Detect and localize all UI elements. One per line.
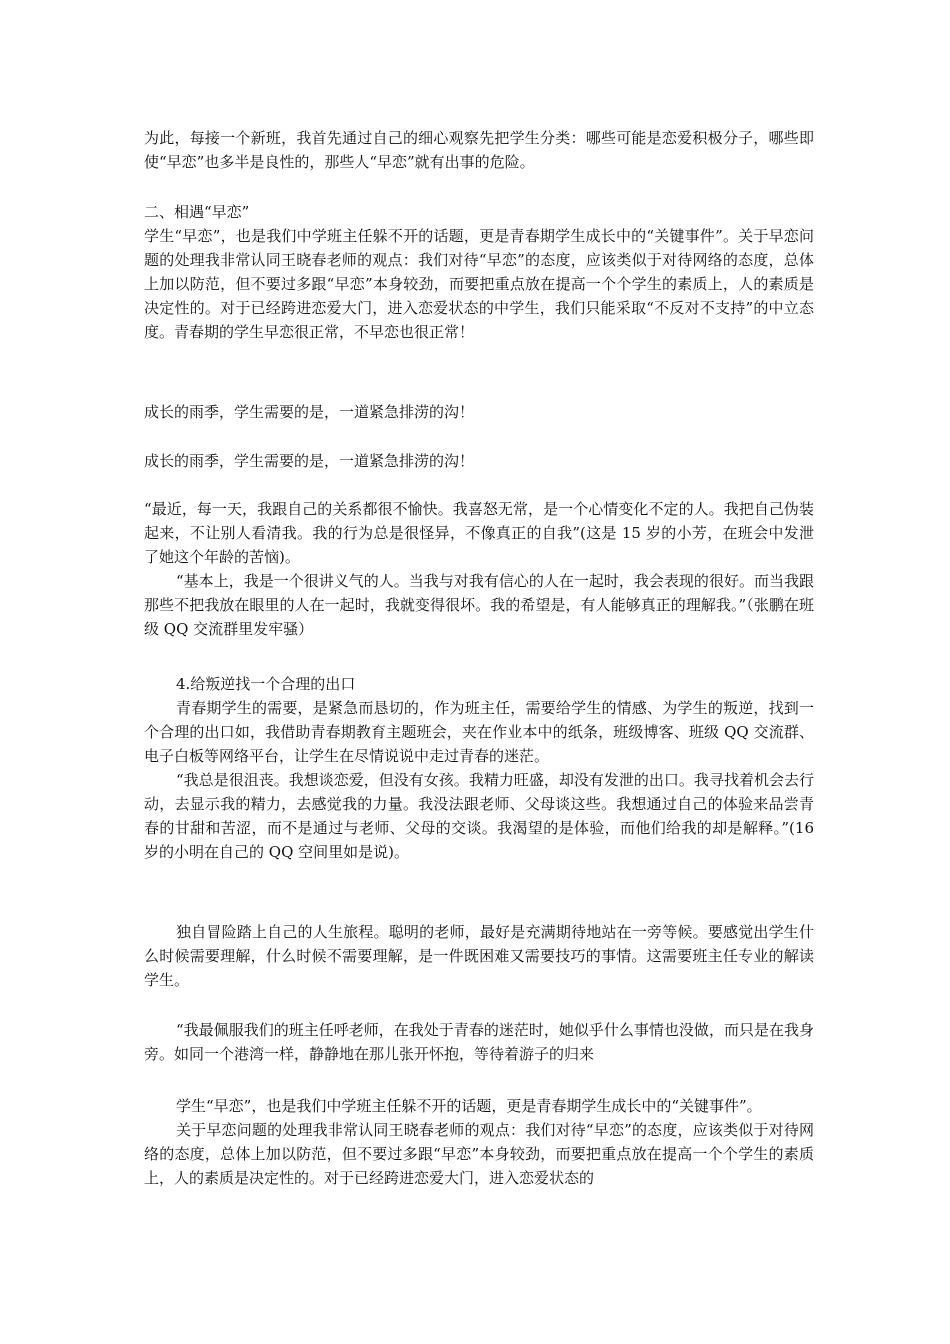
section-meet-early-love bbox=[144, 200, 814, 344]
paragraph-early-love-repeat bbox=[144, 1094, 814, 1190]
section-heading: 二、相遇“早恋” bbox=[144, 203, 250, 221]
section-heading: 4.给叛逆找一个合理的出口 bbox=[176, 675, 356, 693]
quote-xiaoming: “我总是很沮丧。我想谈恋爱，但没有女孩。我精力旺盛，却没有发泄的出口。我寻找着机会去行动，去显示我的精力，去感觉我的力量。我没法跟老师、父母谈这些。我想通过自己的体验来品尝青春的甘甜和苦涩，而不是通过与老师、父母的交谈。我渴望的是体验，而他们给我的却是解释。”(16 岁的小明在自己的 QQ 空间里如是说)。 bbox=[144, 771, 814, 861]
paragraph-text: 青春期学生的需要，是紧急而恳切的，作为班主任，需要给学生的情感、为学生的叛逆，找到一个合理的出口如，我借助青春期教育主题班会，夹在作业本中的纸条，班级博客、班级 QQ 交流群、电子白板等网络平台，让学生在尽情说说中走过青春的迷茫。 bbox=[144, 699, 814, 765]
paragraph-rain-season-1 bbox=[144, 400, 814, 424]
paragraph-text: 为此，每接一个新班，我首先通过自己的细心观察先把学生分类：哪些可能是恋爱积极分子，哪些即使“早恋”也多半是良性的，那些人“早恋”就有出事的危险。 bbox=[144, 129, 814, 171]
paragraph-text: 学生“早恋”，也是我们中学班主任躲不开的话题，更是青春期学生成长中的“关键事件”。关于早恋问题的处理我非常认同王晓春老师的观点：我们对待“早恋”的态度，应该类似于对待网络的态度，总体上加以防范，但不要过多跟“早恋”本身较劲，而要把重点放在提高一个个学生的素质上，人的素质是决定性的。对于已经跨进恋爱大门，进入恋爱状态的中学生，我们只能采取“不反对不支持”的中立态度。青春期的学生早恋很正常，不早恋也很正常！ bbox=[144, 227, 814, 341]
paragraph-text: 关于早恋问题的处理我非常认同王晓春老师的观点：我们对待“早恋”的态度，应该类似于对待网络的态度，总体上加以防范，但不要过多跟“早恋”本身较劲，而要把重点放在提高一个个学生的素质上，人的素质是决定性的。对于已经跨进恋爱大门，进入恋爱状态的 bbox=[144, 1121, 814, 1187]
paragraph-adventure bbox=[144, 920, 814, 992]
paragraph-text: 学生“早恋”，也是我们中学班主任躲不开的话题，更是青春期学生成长中的“关键事件”。 bbox=[176, 1097, 762, 1115]
paragraph-text: 独自冒险踏上自己的人生旅程。聪明的老师，最好是充满期待地站在一旁等候。要感觉出学生什么时候需要理解，什么时候不需要理解，是一件既困难又需要技巧的事情。这需要班主任专业的解读学生。 bbox=[144, 923, 814, 989]
quote-xiaofang: “最近，每一天，我跟自己的关系都很不愉快。我喜怒无常，是一个心情变化不定的人。我把自己伪装起来，不让别人看清我。我的行为总是很怪异，不像真正的自我”(这是 15 岁的小芳，在班会中发泄了她这个年龄的苦恼)。 bbox=[144, 500, 814, 566]
section-rebellion-outlet bbox=[144, 672, 814, 864]
paragraph-classify bbox=[144, 126, 814, 174]
quote-teacher-hu: “我最佩服我们的班主任呼老师，在我处于青春的迷茫时，她似乎什么事情也没做，而只是在我身旁。如同一个港湾一样，静静地在那儿张开怀抱，等待着游子的归来 bbox=[144, 1021, 814, 1063]
paragraph-text: 成长的雨季，学生需要的是，一道紧急排涝的沟！ bbox=[144, 403, 475, 421]
quote-zhangpeng: “基本上，我是一个很讲义气的人。当我与对我有信心的人在一起时，我会表现的很好。而当我跟那些不把我放在眼里的人在一起时，我就变得很坏。我的希望是，有人能够真正的理解我。”（张鹏在班级 QQ 交流群里发牢骚） bbox=[144, 572, 814, 638]
paragraph-teacher-hu bbox=[144, 1018, 814, 1066]
paragraph-text: 成长的雨季，学生需要的是，一道紧急排涝的沟！ bbox=[144, 452, 475, 470]
paragraph-rain-season-2 bbox=[144, 449, 814, 473]
quotes-block bbox=[144, 497, 814, 641]
